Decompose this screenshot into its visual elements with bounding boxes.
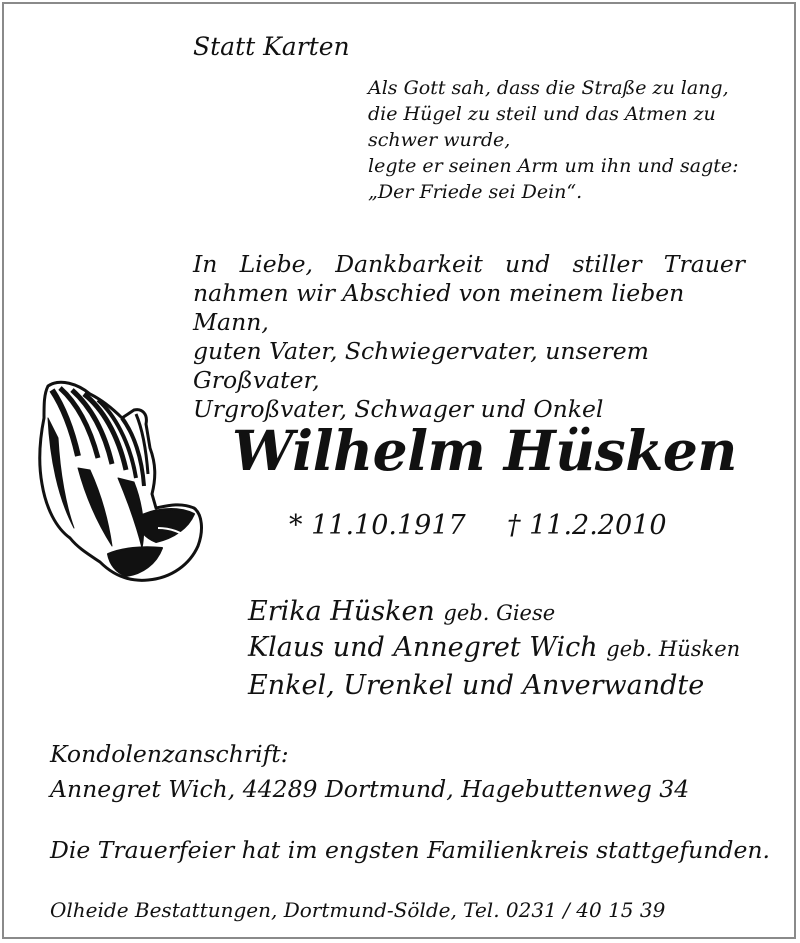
condolence-label: Kondolenzanschrift: bbox=[50, 740, 289, 768]
poem bbox=[368, 75, 739, 205]
poem-line: „Der Friede sei Dein“. bbox=[368, 181, 583, 203]
mourner-line bbox=[248, 670, 704, 701]
intro-line: In Liebe, Dankbarkeit und stiller Trauer bbox=[193, 250, 745, 278]
intro-line: guten Vater, Schwiegervater, unserem Großvater, bbox=[193, 337, 649, 394]
praying-hands-icon bbox=[38, 378, 204, 582]
intro-line: nahmen wir Abschied von meinem lieben Mann, bbox=[193, 279, 685, 336]
intro-line: Urgroßvater, Schwager und Onkel bbox=[193, 395, 604, 423]
mourner-line bbox=[248, 596, 555, 627]
undertaker-line: Olheide Bestattungen, Dortmund-Sölde, Tel. 0231 / 40 15 39 bbox=[50, 898, 666, 922]
birth-date: * 11.10.1917 bbox=[289, 510, 466, 541]
statt-karten-heading: Statt Karten bbox=[193, 32, 350, 61]
mourner-note: geb. Giese bbox=[443, 601, 556, 625]
poem-line: Als Gott sah, dass die Straße zu lang, bbox=[368, 77, 729, 99]
mourner-name: Klaus und Annegret Wich bbox=[248, 632, 598, 663]
intro-text bbox=[193, 250, 745, 424]
mourner-line bbox=[248, 632, 740, 663]
condolence-address-line: Annegret Wich, 44289 Dortmund, Hagebuttenweg 34 bbox=[50, 775, 690, 803]
mourner-name: Enkel, Urenkel und Anverwandte bbox=[248, 670, 705, 701]
poem-line: schwer wurde, bbox=[368, 129, 511, 151]
ceremony-note: Die Trauerfeier hat im engsten Familienkreis stattgefunden. bbox=[50, 836, 770, 864]
poem-line: die Hügel zu steil und das Atmen zu bbox=[368, 103, 716, 125]
mourner-name: Erika Hüsken bbox=[248, 596, 435, 627]
condolence-address bbox=[50, 737, 689, 807]
poem-line: legte er seinen Arm um ihn und sagte: bbox=[368, 155, 739, 177]
death-date: † 11.2.2010 bbox=[507, 510, 667, 541]
mourner-note: geb. Hüsken bbox=[606, 637, 741, 661]
deceased-name: Wilhelm Hüsken bbox=[232, 418, 737, 483]
